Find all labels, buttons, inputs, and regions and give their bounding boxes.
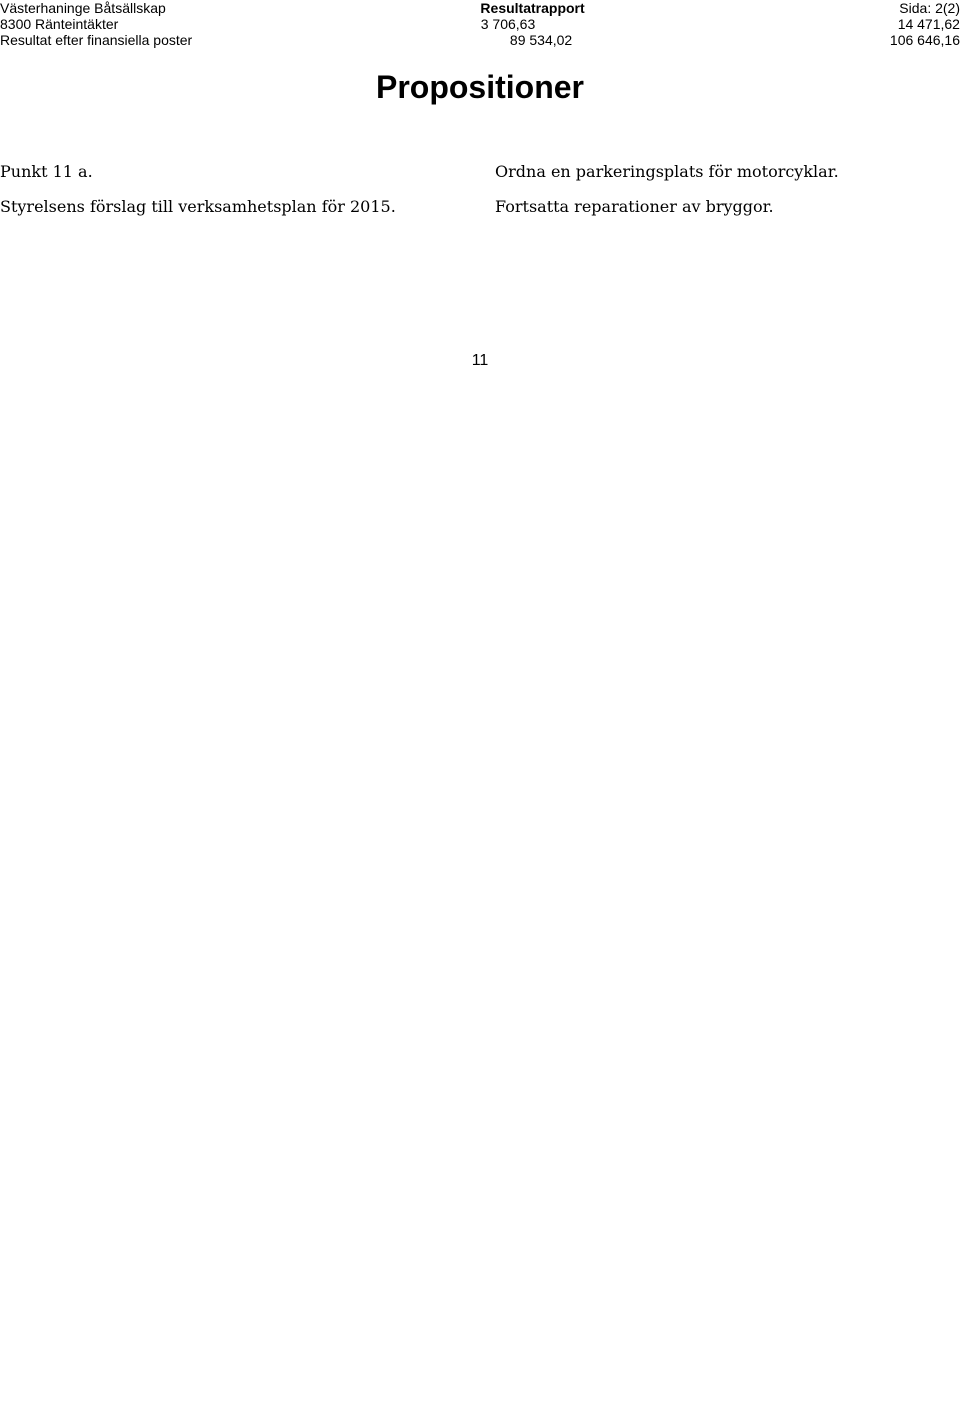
row (0, 32, 960, 48)
left-column (0, 146, 465, 232)
page-number: 11 (471, 352, 489, 370)
item: Fortsatta reparationer av bryggor. (495, 197, 774, 217)
row-v1: 3 706,63 (480, 16, 536, 32)
row-v2: 106 646,16 (889, 32, 960, 48)
right-column (495, 146, 960, 232)
row-v1: 89 534,02 (509, 32, 573, 48)
propositions (0, 146, 960, 232)
item: Ordna en parkeringsplats för motorcyklar. (495, 162, 839, 182)
board-proposal: Styrelsens förslag till verksamhetsplan för 2015. (0, 197, 396, 217)
page-info: Sida: 2(2) (899, 0, 960, 16)
rows (0, 16, 960, 48)
org-name: Västerhaninge Båtsällskap (0, 0, 166, 16)
header-line (0, 0, 960, 16)
row-label: 8300 Ränteintäkter (0, 16, 119, 32)
row-v2: 14 471,62 (897, 16, 960, 32)
point-heading: Punkt 11 a. (0, 162, 93, 182)
row (0, 16, 960, 32)
row-label: Resultat efter finansiella poster (0, 32, 193, 48)
propositions-title: Propositioner (375, 69, 584, 106)
header (0, 0, 960, 16)
report-title: Resultatrapport (480, 0, 585, 16)
